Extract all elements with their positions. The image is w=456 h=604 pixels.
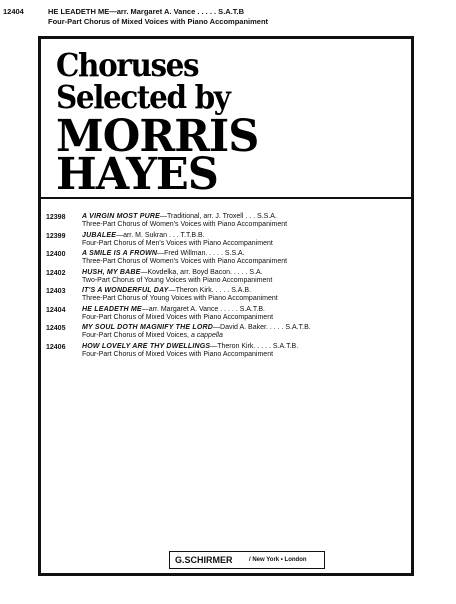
entry-voicing <box>82 332 223 339</box>
entry-credit: —Fred Willman. . . . . S.S.A. <box>157 250 245 257</box>
title-entry <box>41 287 411 306</box>
entry-voicing-text: Four-Part Chorus of Men's Voices with Piano Accompaniment <box>82 239 273 247</box>
entry-voicing-text: Three-Part Chorus of Women's Voices with Piano Accompaniment <box>82 221 288 228</box>
entry-voicing-text: Three-Part Chorus of Young Voices with Piano Accompaniment <box>82 295 278 302</box>
entry-catalog-number: 12398 <box>46 214 66 221</box>
entry-voicing-text: Four-Part Chorus of Mixed Voices with Piano Accompaniment <box>82 350 274 358</box>
publisher-logo <box>169 551 325 569</box>
entry-credit: —arr. Margaret A. Vance . . . . . S.A.T.B. <box>141 305 265 313</box>
title-entry <box>41 324 411 343</box>
entry-voicing-italic: a cappella <box>190 332 223 339</box>
entry-catalog-number: 12402 <box>46 269 66 277</box>
entry-title-line <box>82 213 277 220</box>
publisher-name: G.SCHIRMER <box>175 555 233 565</box>
entry-title: JUBALEE <box>82 231 117 239</box>
title-entry <box>41 306 411 325</box>
entry-catalog-number: 12400 <box>46 251 66 258</box>
title-entry <box>41 343 411 362</box>
title-entry <box>41 213 411 232</box>
header-subtitle-line: Four-Part Chorus of Mixed Voices with Piano Accompaniment <box>48 17 269 26</box>
entry-title-line <box>82 250 245 257</box>
entry-title: A SMILE IS A FROWN <box>82 250 158 257</box>
entry-voicing <box>82 277 272 284</box>
entry-title: HUSH, MY BABE <box>82 268 141 276</box>
entry-title: MY SOUL DOTH MAGNIFY THE LORD <box>82 324 214 331</box>
heading-selected-by: Selected by <box>56 78 230 116</box>
entry-credit: —Traditional, arr. J. Troxell . . . S.S.A. <box>160 213 277 220</box>
entry-title-line <box>82 343 298 350</box>
entry-voicing <box>82 314 273 321</box>
page-header <box>0 0 456 36</box>
title-entry <box>41 232 411 251</box>
entry-credit: —arr. M. Sukran . . . T.T.B.B. <box>116 231 205 239</box>
entry-catalog-number: 12405 <box>46 325 66 332</box>
entry-title: HOW LOVELY ARE THY DWELLINGS <box>82 342 211 350</box>
entry-title: A VIRGIN MOST PURE <box>82 213 161 220</box>
entry-catalog-number: 12404 <box>46 306 66 314</box>
entry-credit: —Theron Kirk. . . . . S.A.B. <box>168 287 252 294</box>
entry-voicing-text: Four-Part Chorus of Mixed Voices, <box>82 332 191 339</box>
entry-catalog-number: 12403 <box>46 288 66 295</box>
header-catalog-number: 12404 <box>3 7 24 16</box>
cover-heading <box>41 39 411 199</box>
title-entry <box>41 269 411 288</box>
entry-title-line <box>82 232 205 239</box>
entry-credit: —David A. Baker. . . . . S.A.T.B. <box>213 324 311 331</box>
entry-catalog-number: 12406 <box>46 343 66 351</box>
entry-title-line <box>82 287 251 294</box>
entry-credit: —Kovdelka, arr. Boyd Bacon. . . . . S.A. <box>140 268 263 276</box>
entry-title: IT'S A WONDERFUL DAY <box>82 287 169 294</box>
entry-title-line <box>82 269 263 276</box>
entry-catalog-number: 12399 <box>46 232 66 240</box>
entry-voicing-text: Two-Part Chorus of Young Voices with Piano Accompaniment <box>82 276 273 284</box>
entry-title-line <box>82 324 311 331</box>
entry-credit: —Theron Kirk. . . . . S.A.T.B. <box>210 342 299 350</box>
heading-choruses: Choruses <box>56 46 199 84</box>
publisher-location: / New York • London <box>249 557 307 563</box>
entry-voicing <box>82 295 278 302</box>
header-title-line: HE LEADETH ME—arr. Margaret A. Vance . . . . . S.A.T.B <box>48 7 245 16</box>
title-list <box>41 213 411 361</box>
cover-frame <box>38 36 414 576</box>
entry-title: HE LEADETH ME <box>82 305 142 313</box>
entry-voicing <box>82 240 273 247</box>
entry-title-line <box>82 306 265 313</box>
entry-voicing <box>82 258 287 265</box>
heading-hayes: HAYES <box>56 149 218 200</box>
heading-morris: MORRIS <box>56 111 259 162</box>
entry-voicing-text: Four-Part Chorus of Mixed Voices with Piano Accompaniment <box>82 313 274 321</box>
entry-voicing <box>82 221 287 228</box>
title-entry <box>41 250 411 269</box>
entry-voicing-text: Three-Part Chorus of Women's Voices with Piano Accompaniment <box>82 258 288 265</box>
entry-voicing <box>82 351 273 358</box>
